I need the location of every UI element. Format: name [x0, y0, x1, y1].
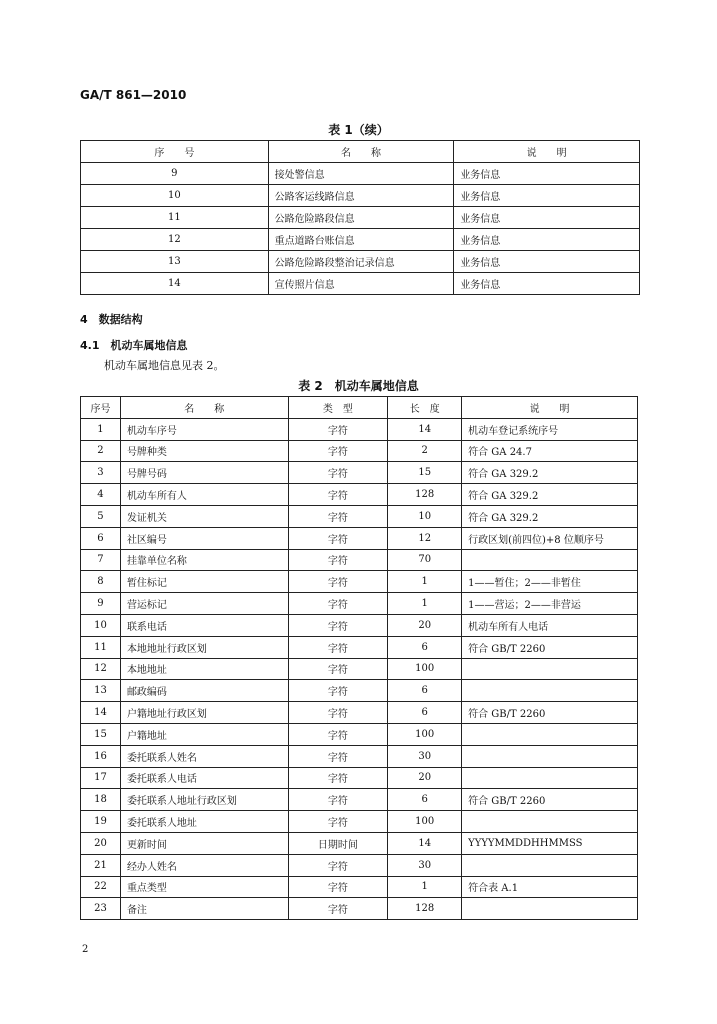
table-cell: 20: [81, 832, 121, 854]
table-row: [81, 854, 638, 876]
table-cell: [462, 658, 638, 680]
table-cell: 字符: [288, 876, 388, 898]
table-row: [81, 876, 638, 898]
table-cell: 社区编号: [120, 527, 288, 549]
table-row: [81, 207, 640, 229]
section-4-1-heading: 4.1 机动车属地信息: [80, 339, 188, 352]
table-cell: 挂靠单位名称: [120, 549, 288, 571]
table-cell: 营运标记: [120, 593, 288, 615]
table-cell: 1: [388, 571, 462, 593]
section-4-heading: 4 数据结构: [80, 313, 143, 326]
table-cell: 10: [81, 614, 121, 636]
table-row: [81, 680, 638, 702]
table2-header-cell: 长 度: [388, 397, 462, 419]
table-cell: 字符: [288, 658, 388, 680]
table-cell: 经办人姓名: [120, 854, 288, 876]
table-row: [81, 614, 638, 636]
table-cell: 字符: [288, 549, 388, 571]
document-code: GA/T 861—2010: [80, 88, 187, 102]
table-row: [81, 571, 638, 593]
table-cell: 符合 GA 24.7: [462, 440, 638, 462]
table-row: [81, 636, 638, 658]
table-cell: 号牌种类: [120, 440, 288, 462]
table-cell: 11: [81, 207, 269, 229]
table-cell: 符合 GA 329.2: [462, 484, 638, 506]
table-cell: 更新时间: [120, 832, 288, 854]
table-row: [81, 767, 638, 789]
table-cell: 委托联系人地址: [120, 811, 288, 833]
table-cell: 30: [388, 854, 462, 876]
table-cell: 字符: [288, 811, 388, 833]
table-cell: 128: [388, 484, 462, 506]
table-cell: 1: [81, 418, 121, 440]
table-cell: 100: [388, 811, 462, 833]
table-cell: 字符: [288, 418, 388, 440]
table-cell: 业务信息: [454, 207, 640, 229]
table-cell: 字符: [288, 593, 388, 615]
table-cell: 符合 GB/T 2260: [462, 702, 638, 724]
table-row: [81, 484, 638, 506]
table-cell: 21: [81, 854, 121, 876]
table-cell: 本地地址: [120, 658, 288, 680]
table-cell: 联系电话: [120, 614, 288, 636]
table-cell: 15: [388, 462, 462, 484]
table-cell: 13: [81, 251, 269, 273]
table-cell: 100: [388, 723, 462, 745]
table-cell: 12: [388, 527, 462, 549]
table-cell: 6: [388, 789, 462, 811]
table-cell: 机动车所有人电话: [462, 614, 638, 636]
table-cell: 4: [81, 484, 121, 506]
table-row: [81, 723, 638, 745]
table-cell: 6: [81, 527, 121, 549]
table2-caption: 表 2 机动车属地信息: [298, 379, 419, 393]
table-cell: 128: [388, 898, 462, 920]
table-cell: 字符: [288, 440, 388, 462]
table-cell: [462, 745, 638, 767]
table-row: [81, 462, 638, 484]
table-cell: 字符: [288, 745, 388, 767]
table-cell: 12: [81, 229, 269, 251]
table-cell: 13: [81, 680, 121, 702]
table-cell: 业务信息: [454, 273, 640, 295]
table1-caption: 表 1（续）: [328, 123, 389, 137]
table-cell: 户籍地址行政区划: [120, 702, 288, 724]
table1-header-row: [81, 141, 640, 163]
table-cell: [462, 811, 638, 833]
table-cell: 1——营运；2——非营运: [462, 593, 638, 615]
table-cell: 10: [388, 505, 462, 527]
table-row: [81, 251, 640, 273]
table-cell: [462, 898, 638, 920]
table-cell: 备注: [120, 898, 288, 920]
table-cell: 委托联系人地址行政区划: [120, 789, 288, 811]
table-cell: 100: [388, 658, 462, 680]
table-cell: 邮政编码: [120, 680, 288, 702]
table-cell: 20: [388, 614, 462, 636]
section-4-1-paragraph: 机动车属地信息见表 2。: [104, 359, 225, 372]
table2-header-cell: 序号: [81, 397, 121, 419]
table-cell: 14: [388, 832, 462, 854]
table-cell: 2: [388, 440, 462, 462]
table-cell: 公路危险路段信息: [268, 207, 454, 229]
table-cell: 重点道路台账信息: [268, 229, 454, 251]
table-cell: 业务信息: [454, 251, 640, 273]
table-cell: 5: [81, 505, 121, 527]
table-cell: 3: [81, 462, 121, 484]
table-cell: 宣传照片信息: [268, 273, 454, 295]
table-cell: 30: [388, 745, 462, 767]
table-cell: 70: [388, 549, 462, 571]
table-cell: 9: [81, 163, 269, 185]
table-cell: 字符: [288, 854, 388, 876]
table2-header-row: [81, 397, 638, 419]
table-cell: [462, 854, 638, 876]
table1-header-cell: 说 明: [454, 141, 640, 163]
table-cell: 委托联系人姓名: [120, 745, 288, 767]
table-cell: 日期时间: [288, 832, 388, 854]
table-cell: 11: [81, 636, 121, 658]
table-row: [81, 185, 640, 207]
table-row: [81, 832, 638, 854]
table-cell: 1: [388, 876, 462, 898]
table-cell: 接处警信息: [268, 163, 454, 185]
table-cell: 12: [81, 658, 121, 680]
table-cell: 23: [81, 898, 121, 920]
table-cell: 字符: [288, 789, 388, 811]
table-cell: 2: [81, 440, 121, 462]
table-row: [81, 163, 640, 185]
table-cell: 字符: [288, 898, 388, 920]
table-cell: 符合 GA 329.2: [462, 505, 638, 527]
table2-header-cell: 类 型: [288, 397, 388, 419]
table-cell: 字符: [288, 614, 388, 636]
table-cell: 机动车登记系统序号: [462, 418, 638, 440]
table-cell: 字符: [288, 723, 388, 745]
table1: [80, 140, 640, 295]
table-cell: 户籍地址: [120, 723, 288, 745]
table-cell: 发证机关: [120, 505, 288, 527]
table-cell: [462, 723, 638, 745]
table-cell: 本地地址行政区划: [120, 636, 288, 658]
table-cell: 字符: [288, 505, 388, 527]
table-cell: 8: [81, 571, 121, 593]
table-cell: [462, 767, 638, 789]
table1-header-cell: 名 称: [268, 141, 454, 163]
table2: [80, 396, 638, 920]
table-cell: 字符: [288, 462, 388, 484]
table-cell: 17: [81, 767, 121, 789]
table-row: [81, 549, 638, 571]
table-cell: 7: [81, 549, 121, 571]
table-row: [81, 505, 638, 527]
table-row: [81, 593, 638, 615]
table-row: [81, 789, 638, 811]
table-cell: 业务信息: [454, 229, 640, 251]
table-cell: 字符: [288, 767, 388, 789]
table-row: [81, 898, 638, 920]
table-cell: 20: [388, 767, 462, 789]
table-row: [81, 658, 638, 680]
table-cell: 1——暂住；2——非暂住: [462, 571, 638, 593]
table-cell: 6: [388, 680, 462, 702]
table-cell: 重点类型: [120, 876, 288, 898]
table-row: [81, 527, 638, 549]
table-cell: 9: [81, 593, 121, 615]
table-cell: 业务信息: [454, 185, 640, 207]
table-cell: 18: [81, 789, 121, 811]
table-cell: 机动车所有人: [120, 484, 288, 506]
table-cell: 19: [81, 811, 121, 833]
table-row: [81, 811, 638, 833]
table-cell: 字符: [288, 702, 388, 724]
table-cell: 10: [81, 185, 269, 207]
table-row: [81, 229, 640, 251]
table-row: [81, 745, 638, 767]
page-number: 2: [82, 944, 89, 955]
table-cell: 机动车序号: [120, 418, 288, 440]
table-row: [81, 702, 638, 724]
table-row: [81, 440, 638, 462]
table-cell: 符合表 A.1: [462, 876, 638, 898]
table-cell: 号牌号码: [120, 462, 288, 484]
table-cell: 6: [388, 702, 462, 724]
table-cell: 字符: [288, 636, 388, 658]
table-cell: 业务信息: [454, 163, 640, 185]
table2-header-cell: 名 称: [120, 397, 288, 419]
table-cell: 符合 GA 329.2: [462, 462, 638, 484]
table-cell: 6: [388, 636, 462, 658]
table-cell: 字符: [288, 484, 388, 506]
table-cell: 委托联系人电话: [120, 767, 288, 789]
table-cell: 暂住标记: [120, 571, 288, 593]
table-row: [81, 273, 640, 295]
table-cell: 14: [388, 418, 462, 440]
table-cell: 14: [81, 273, 269, 295]
table-cell: 16: [81, 745, 121, 767]
table-cell: 行政区划(前四位)+8 位顺序号: [462, 527, 638, 549]
table-cell: 符合 GB/T 2260: [462, 636, 638, 658]
table-cell: 字符: [288, 571, 388, 593]
table-cell: 公路危险路段整治记录信息: [268, 251, 454, 273]
table-cell: 14: [81, 702, 121, 724]
table-row: [81, 418, 638, 440]
table-cell: 15: [81, 723, 121, 745]
table-cell: [462, 680, 638, 702]
table-cell: 22: [81, 876, 121, 898]
table-cell: YYYYMMDDHHMMSS: [462, 832, 638, 854]
table-cell: 字符: [288, 527, 388, 549]
table-cell: 字符: [288, 680, 388, 702]
table-cell: [462, 549, 638, 571]
table-cell: 1: [388, 593, 462, 615]
table-cell: 符合 GB/T 2260: [462, 789, 638, 811]
table1-header-cell: 序 号: [81, 141, 269, 163]
table-cell: 公路客运线路信息: [268, 185, 454, 207]
table2-header-cell: 说 明: [462, 397, 638, 419]
